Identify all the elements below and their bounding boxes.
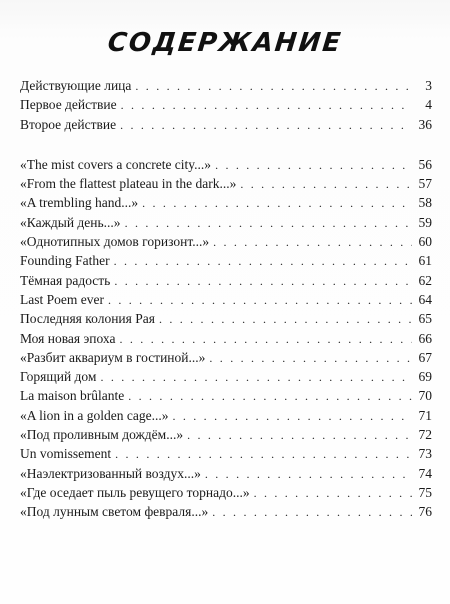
toc-entry-page: 65 [418, 311, 432, 327]
toc-entry-page: 58 [418, 195, 432, 211]
toc-entry[interactable] [20, 367, 432, 386]
dot-leader [205, 465, 412, 484]
toc-entry-page: 74 [418, 465, 432, 481]
toc-entry-page: 56 [418, 156, 432, 172]
dot-leader [128, 387, 412, 406]
toc-entry-page: 57 [418, 176, 432, 192]
toc-entry-title: Последняя колония Рая [20, 311, 155, 327]
dot-leader [100, 368, 412, 387]
toc-entry-page: 75 [418, 484, 432, 500]
toc-entry[interactable] [20, 329, 432, 348]
toc-entry[interactable] [20, 115, 432, 134]
toc-entry-title: Un vomissement [20, 446, 112, 462]
dot-leader [240, 175, 412, 194]
toc-entry[interactable] [20, 348, 432, 367]
toc-entry[interactable] [20, 232, 432, 251]
toc-entry-page: 66 [418, 330, 432, 346]
toc-entry[interactable] [20, 251, 432, 270]
toc-entry-title: «The mist covers a concrete city...» [20, 156, 212, 172]
dot-leader [114, 252, 412, 271]
toc-entry-title: Второе действие [20, 116, 117, 132]
toc-entry-page: 62 [418, 272, 432, 288]
dot-leader [115, 445, 412, 464]
toc-entry-page: 61 [418, 253, 432, 269]
toc-entry-title: «Под проливным дождём...» [20, 427, 184, 443]
toc-entry-title: «From the flattest plateau in the dark...» [20, 176, 237, 192]
page-title: СОДЕРЖАНИЕ [106, 28, 344, 58]
toc-group-acts [20, 76, 432, 134]
toc-entry-title: Тёмная радость [20, 272, 111, 288]
toc-entry-page: 70 [418, 388, 432, 404]
toc-entry[interactable] [20, 193, 432, 212]
toc-entry-title: Founding Father [20, 253, 110, 269]
toc-entry-title: «Под лунным светом февраля...» [20, 504, 209, 520]
toc-entry-page: 64 [418, 291, 432, 307]
dot-leader [213, 233, 412, 252]
toc-entry[interactable] [20, 425, 432, 444]
dot-leader [135, 77, 412, 96]
dot-leader [209, 349, 412, 368]
dot-leader [120, 116, 412, 135]
toc-entry-title: Моя новая эпоха [20, 330, 116, 346]
dot-leader [120, 330, 413, 349]
toc-entry-page: 71 [418, 407, 432, 423]
toc-entry-title: Горящий дом [20, 369, 97, 385]
toc-entry-title: La maison brûlante [20, 388, 125, 404]
toc-entry[interactable] [20, 271, 432, 290]
toc-entry-page: 60 [418, 234, 432, 250]
dot-leader [121, 96, 412, 115]
dot-leader [212, 503, 412, 522]
toc-entry[interactable] [20, 502, 432, 521]
toc-entry-title: «Где оседает пыль ревущего торнадо...» [20, 484, 250, 500]
dot-leader [254, 484, 412, 503]
toc-entry[interactable] [20, 444, 432, 463]
toc-entry-title: «A lion in a golden cage...» [20, 407, 169, 423]
toc-entry-page: 59 [418, 214, 432, 230]
toc-entry-page: 69 [418, 369, 432, 385]
toc-entry[interactable] [20, 464, 432, 483]
toc-entry[interactable] [20, 174, 432, 193]
toc-entry[interactable] [20, 309, 432, 328]
toc-entry-title: Первое действие [20, 97, 117, 113]
toc-entry-title: «Однотипных домов горизонт...» [20, 234, 210, 250]
dot-leader [215, 156, 412, 175]
toc-entry-page: 4 [425, 97, 432, 113]
toc-entry[interactable] [20, 406, 432, 425]
dot-leader [187, 426, 412, 445]
toc-entry-page: 36 [418, 116, 432, 132]
toc-entry-page: 67 [418, 349, 432, 365]
dot-leader [125, 214, 412, 233]
toc-entry[interactable] [20, 95, 432, 114]
toc-entry[interactable] [20, 76, 432, 95]
toc-entry[interactable] [20, 386, 432, 405]
toc-entry[interactable] [20, 155, 432, 174]
dot-leader [108, 291, 412, 310]
toc-entry-page: 73 [418, 446, 432, 462]
toc-entry-title: «Разбит аквариум в гостиной...» [20, 349, 206, 365]
dot-leader [159, 310, 412, 329]
toc-entry-page: 3 [425, 78, 432, 93]
dot-leader [114, 272, 412, 291]
toc-entry[interactable] [20, 290, 432, 309]
table-of-contents [20, 76, 432, 522]
toc-entry-title: Действующие лица [20, 78, 132, 93]
toc-entry-title: «Каждый день...» [20, 214, 121, 230]
toc-entry-title: «A trembling hand...» [20, 195, 139, 211]
toc-entry-title: Last Poem ever [20, 291, 104, 307]
toc-group-poems [20, 155, 432, 522]
toc-entry-page: 72 [418, 427, 432, 443]
toc-entry[interactable] [20, 213, 432, 232]
toc-entry[interactable] [20, 483, 432, 502]
dot-leader [142, 194, 412, 213]
toc-entry-page: 76 [418, 504, 432, 520]
group-spacer [20, 134, 432, 155]
dot-leader [172, 407, 412, 426]
toc-entry-title: «Наэлектризованный воздух...» [20, 465, 201, 481]
